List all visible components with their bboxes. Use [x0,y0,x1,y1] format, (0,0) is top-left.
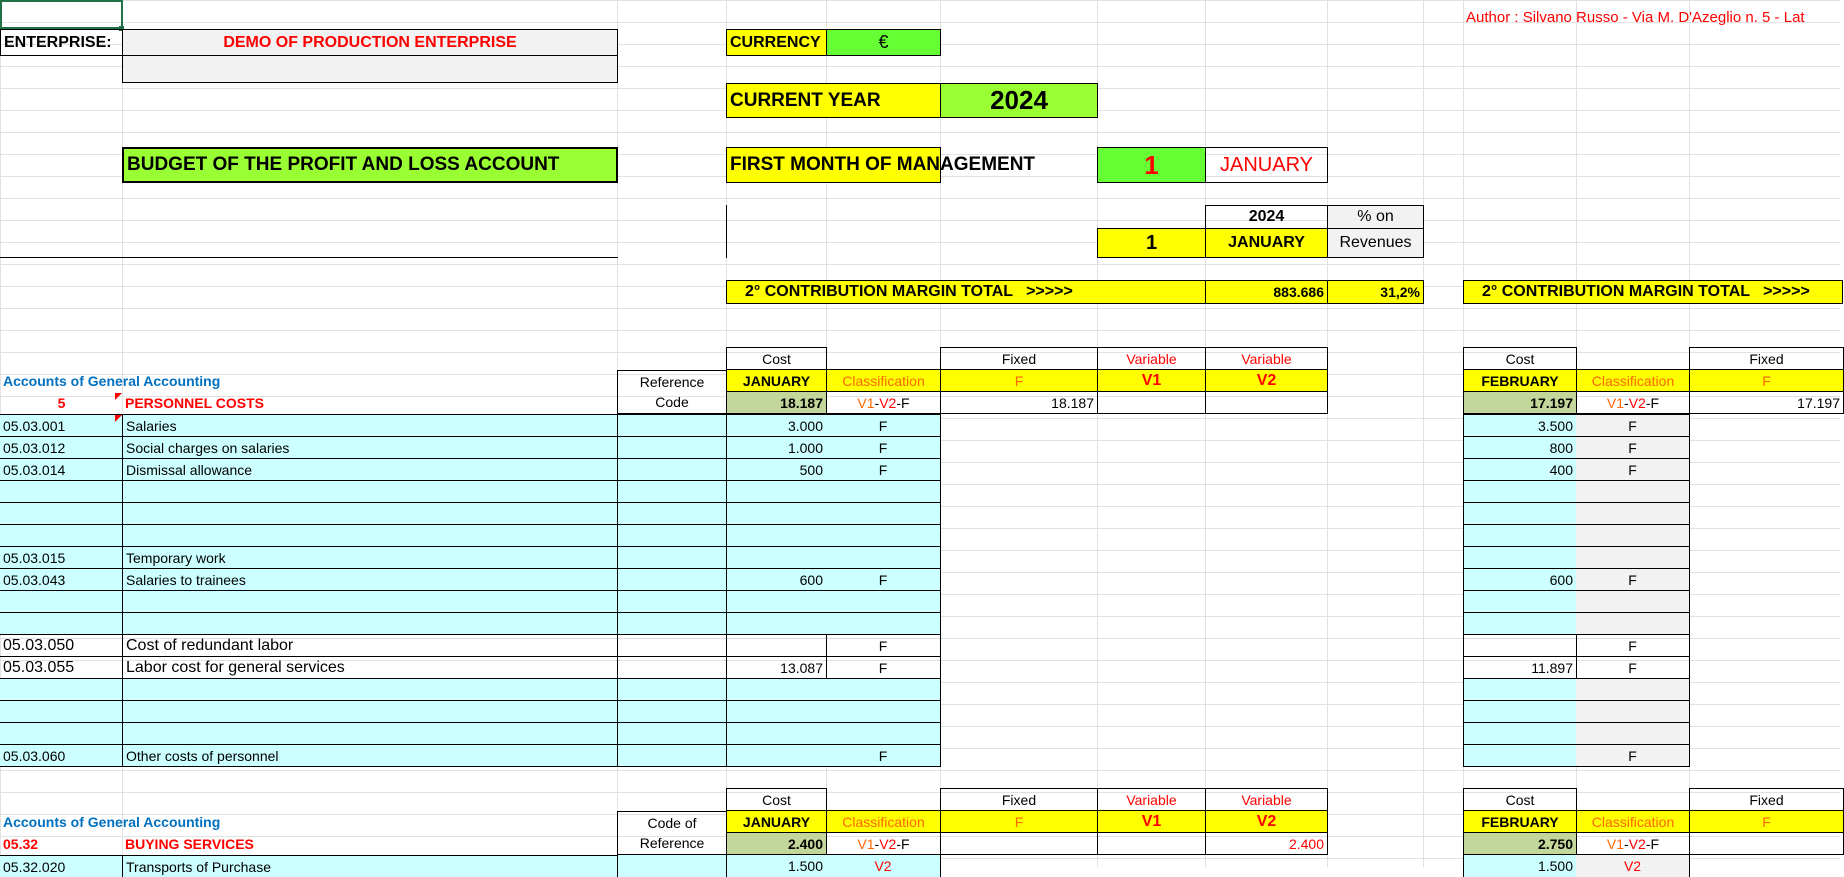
row-name[interactable]: Social charges on salaries [122,436,618,458]
row-name[interactable]: Cost of redundant labor [122,634,618,656]
row-code[interactable] [0,700,123,722]
row-code[interactable] [0,722,123,744]
row-feb-classification[interactable] [1576,612,1690,634]
row-code[interactable]: 05.03.012 [0,436,123,458]
author-note: Author : Silvano Russo - Via M. D'Azeglio n. 5 - Lat [1466,8,1805,26]
services-feb-total[interactable]: 2.750 [1463,832,1577,855]
summary-pct-on: % on [1327,205,1424,229]
svc-feb-class-v2-text: V2 [1628,835,1646,852]
personnel-jan-total[interactable]: 18.187 [726,391,827,414]
row-reference[interactable] [617,436,727,458]
row-feb-cost[interactable]: 800 [1463,436,1577,458]
svc-feb-class-f-text: F [1650,835,1660,852]
fixed-f-head: F [940,369,1098,392]
row-feb-cost[interactable]: 400 [1463,458,1577,480]
variable-head-v2: Variable [1205,347,1328,370]
services-row-feb[interactable]: 1.500 [1463,855,1577,877]
row-jan-cost[interactable] [726,678,827,700]
personnel-name[interactable]: PERSONNEL COSTS [125,395,264,411]
services-v2-total[interactable]: 2.400 [1205,832,1328,855]
row-code[interactable] [0,612,123,634]
row-feb-classification[interactable] [1576,590,1690,612]
class-dash-1: - [874,394,880,411]
enterprise-name[interactable]: DEMO OF PRODUCTION ENTERPRISE [122,29,618,56]
fixed-head: Fixed [940,347,1098,370]
row-feb-cost[interactable] [1463,546,1577,568]
feb-class-dash-1: - [1624,394,1629,411]
feb-classification-head: Classification [1576,369,1690,392]
services-row-jan[interactable]: 1.500 [726,855,827,877]
first-month-number[interactable]: 1 [1097,147,1206,183]
svc-feb-fixed-head: Fixed [1689,788,1844,811]
row-jan-cost[interactable] [726,744,827,767]
row-jan-cost[interactable]: 3.000 [726,414,827,436]
row-classification[interactable]: F [826,634,941,656]
svc-classification-head: Classification [826,810,941,833]
row-classification[interactable] [826,590,941,612]
row-classification[interactable] [826,524,941,546]
svc-class-f-text: F [901,835,910,852]
row-reference[interactable] [617,722,727,744]
row-feb-cost[interactable] [1463,678,1577,700]
row-feb-cost[interactable] [1463,612,1577,634]
summary-month: JANUARY [1205,228,1328,258]
margin-value: 883.686 [1205,280,1328,304]
row-feb-cost[interactable] [1463,722,1577,744]
row-reference[interactable] [617,678,727,700]
row-feb-cost[interactable] [1463,744,1577,767]
svc-feb-class-dash-1: - [1624,835,1629,852]
row-name[interactable] [122,700,618,722]
row-jan-cost[interactable] [726,590,827,612]
row-code[interactable]: 05.03.001 [0,414,123,436]
enterprise-name-extra[interactable] [122,55,618,83]
class-v2-text: V2 [879,394,897,411]
class-v1-text: V1 [857,394,875,411]
services-v1-total[interactable] [1097,832,1206,855]
services-jan-total[interactable]: 2.400 [726,832,827,855]
row-reference[interactable] [617,744,727,767]
summary-revenues: Revenues [1327,228,1424,258]
sheet-divider [0,236,123,258]
row-classification[interactable]: F [826,656,941,678]
current-year-label: CURRENT YEAR [726,83,941,118]
row-classification[interactable] [826,480,941,502]
row-jan-cost[interactable] [726,524,827,546]
personnel-feb-fixed-total[interactable]: 17.197 [1689,391,1844,414]
summary-year: 2024 [1205,205,1328,229]
row-jan-cost[interactable] [726,634,827,656]
accounts-head: Accounts of General Accounting [3,373,221,389]
variable-head-v1: Variable [1097,347,1206,370]
row-reference[interactable] [617,414,727,436]
row-code[interactable]: 05.03.015 [0,546,123,568]
svc-feb-class-v1-text: V1 [1606,835,1625,852]
row-name[interactable]: Other costs of personnel [122,744,618,767]
row-feb-classification[interactable]: F [1576,458,1690,480]
feb-fixed-head: Fixed [1689,347,1844,370]
currency-value[interactable]: € [826,29,941,56]
feb-class-dash-2: - [1645,394,1651,411]
row-name[interactable]: Dismissal allowance [122,458,618,480]
row-name[interactable] [122,502,618,524]
feb-cost-head: Cost [1463,347,1577,370]
row-classification[interactable]: F [826,436,941,458]
row-feb-classification[interactable]: F [1576,634,1690,656]
row-feb-classification[interactable] [1576,722,1690,744]
row-name[interactable] [122,524,618,546]
first-month-label: FIRST MONTH OF MANAGEMENT [726,147,941,183]
services-classification [826,832,941,855]
svc-feb-fixed-f-head: F [1689,810,1844,833]
row-reference[interactable] [617,612,727,634]
row-code[interactable]: 05.03.050 [0,634,123,656]
row-reference[interactable] [617,656,727,678]
personnel-v1-total[interactable] [1097,391,1206,414]
svc-variable-head-v2: Variable [1205,788,1328,811]
row-classification[interactable] [826,612,941,634]
v2-head: V2 [1205,369,1328,392]
personnel-classification [826,391,941,414]
selected-cell[interactable] [0,0,123,29]
personnel-feb-total[interactable]: 17.197 [1463,391,1577,414]
row-code[interactable]: 05.03.043 [0,568,123,590]
jan-head: JANUARY [726,369,827,392]
class-dash-2: - [896,394,902,411]
svc-accounts-head: Accounts of General Accounting [3,814,221,830]
services-row-code[interactable]: 05.32.020 [0,855,123,877]
services-feb-classification [1576,832,1690,855]
feb-class-v2-text: V2 [1628,394,1646,411]
svc-class-v2-text: V2 [879,835,897,852]
feb-fixed-f-head: F [1689,369,1844,392]
svc-class-dash-1: - [874,835,880,852]
services-name[interactable]: BUYING SERVICES [125,836,254,852]
row-name[interactable]: Salaries to trainees [122,568,618,590]
row-feb-classification[interactable]: F [1576,568,1690,590]
row-feb-cost[interactable] [1463,480,1577,502]
services-fixed-total[interactable] [940,832,1098,855]
margin-label: 2° CONTRIBUTION MARGIN TOTAL >>>>> [726,280,1206,304]
row-feb-classification[interactable] [1576,678,1690,700]
reference-head: Reference [617,370,727,392]
svc-class-v1-text: V1 [857,835,875,852]
current-year-value[interactable]: 2024 [940,83,1098,118]
row-jan-cost[interactable]: 13.087 [726,656,827,678]
row-code[interactable] [0,524,123,546]
enterprise-label: ENTERPRISE: [0,29,123,56]
v1-head: V1 [1097,369,1206,392]
budget-divider [122,236,618,258]
jan-cost-head: Cost [726,347,827,370]
svc-jan-cost-head: Cost [726,788,827,811]
row-code[interactable] [0,502,123,524]
row-name[interactable] [122,678,618,700]
row-code[interactable]: 05.03.055 [0,656,123,678]
personnel-code[interactable]: 5 [57,395,66,411]
margin-pct: 31,2% [1327,280,1424,304]
svc-fixed-head: Fixed [940,788,1098,811]
budget-title: BUDGET OF THE PROFIT AND LOSS ACCOUNT [122,147,618,183]
row-jan-cost[interactable] [726,612,827,634]
row-classification[interactable] [826,502,941,524]
svc-feb-head: FEBRUARY [1463,810,1577,833]
row-feb-classification[interactable] [1576,546,1690,568]
row-feb-classification[interactable] [1576,700,1690,722]
row-name[interactable]: Labor cost for general services [122,656,618,678]
row-jan-cost[interactable]: 1.000 [726,436,827,458]
row-feb-classification[interactable]: F [1576,414,1690,436]
row-code[interactable]: 05.03.060 [0,744,123,767]
row-reference[interactable] [617,634,727,656]
services-row-feb-class[interactable]: V2 [1576,855,1690,877]
row-jan-cost[interactable]: 600 [726,568,827,590]
personnel-v2-total[interactable] [1205,391,1328,414]
row-reference[interactable] [617,458,727,480]
summary-month-number: 1 [1097,228,1206,258]
services-code[interactable]: 05.32 [3,836,39,852]
row-name[interactable] [122,590,618,612]
row-classification[interactable]: F [826,414,941,436]
currency-label: CURRENCY [726,29,827,56]
row-code[interactable]: 05.03.014 [0,458,123,480]
row-code[interactable] [0,590,123,612]
services-row-ref[interactable] [617,855,727,877]
svc-fixed-f-head: F [940,810,1098,833]
feb-class-v1-text: V1 [1606,394,1625,411]
code-head: Code [617,391,727,414]
svc-feb-class-dash-2: - [1645,835,1651,852]
margin-label-february: 2° CONTRIBUTION MARGIN TOTAL >>>>> [1463,280,1843,304]
row-name[interactable] [122,722,618,744]
feb-head: FEBRUARY [1463,369,1577,392]
row-reference[interactable] [617,568,727,590]
class-f-text: F [901,394,910,411]
row-reference[interactable] [617,524,727,546]
svc-reference-head: Reference [617,832,727,855]
svc-v1-head: V1 [1097,810,1206,833]
row-feb-cost[interactable] [1463,590,1577,612]
row-reference[interactable] [617,590,727,612]
svc-v2-head: V2 [1205,810,1328,833]
svc-feb-cost-head: Cost [1463,788,1577,811]
services-feb-fixed-total[interactable] [1689,832,1844,855]
row-code[interactable] [0,480,123,502]
svc-feb-classification-head: Classification [1576,810,1690,833]
row-jan-cost[interactable] [726,722,827,744]
row-feb-cost[interactable] [1463,634,1577,656]
row-reference[interactable] [617,700,727,722]
row-jan-cost[interactable] [726,546,827,568]
services-row-class[interactable]: V2 [826,855,941,877]
row-classification[interactable] [826,722,941,744]
classification-head: Classification [826,369,941,392]
svc-variable-head-v1: Variable [1097,788,1206,811]
row-feb-cost[interactable] [1463,502,1577,524]
row-jan-cost[interactable] [726,502,827,524]
row-jan-cost[interactable] [726,480,827,502]
row-feb-classification[interactable] [1576,480,1690,502]
row-feb-classification[interactable] [1576,502,1690,524]
row-classification[interactable]: F [826,744,941,767]
personnel-feb-classification [1576,391,1690,414]
column-g-border [726,205,727,258]
row-jan-cost[interactable]: 500 [726,458,827,480]
row-feb-classification[interactable]: F [1576,656,1690,678]
services-row-name[interactable]: Transports of Purchase [122,855,618,877]
row-reference[interactable] [617,502,727,524]
feb-class-f-text: F [1650,394,1660,411]
row-feb-cost[interactable] [1463,524,1577,546]
row-name[interactable] [122,612,618,634]
row-classification[interactable] [826,678,941,700]
row-reference[interactable] [617,546,727,568]
row-jan-cost[interactable] [726,700,827,722]
row-name[interactable]: Salaries [122,414,618,436]
row-classification[interactable] [826,546,941,568]
svc-code-of-head: Code of [617,811,727,833]
row-feb-classification[interactable] [1576,524,1690,546]
row-code[interactable] [0,678,123,700]
personnel-fixed-total[interactable]: 18.187 [940,391,1098,414]
svc-class-dash-2: - [896,835,902,852]
row-classification[interactable]: F [826,458,941,480]
row-feb-cost[interactable] [1463,700,1577,722]
row-reference[interactable] [617,480,727,502]
row-feb-classification[interactable]: F [1576,744,1690,767]
row-name[interactable]: Temporary work [122,546,618,568]
row-feb-cost[interactable]: 600 [1463,568,1577,590]
row-feb-classification[interactable]: F [1576,436,1690,458]
first-month-name: JANUARY [1205,147,1328,183]
row-feb-cost[interactable]: 3.500 [1463,414,1577,436]
row-classification[interactable]: F [826,568,941,590]
row-classification[interactable] [826,700,941,722]
row-name[interactable] [122,480,618,502]
svc-jan-head: JANUARY [726,810,827,833]
row-feb-cost[interactable]: 11.897 [1463,656,1577,678]
